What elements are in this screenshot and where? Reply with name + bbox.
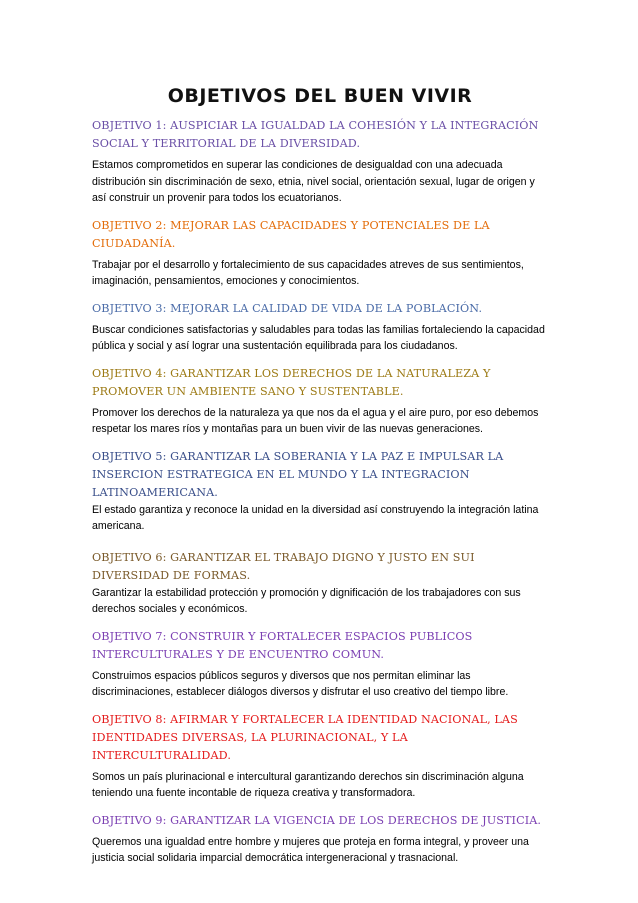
objective-text: Buscar condiciones satisfactorias y saludables para todas las familias fortaleciendo la capacidad pública y social y así lograr una sustentación equilibrada para los ciudadanos. bbox=[92, 323, 545, 352]
objective-heading: OBJETIVO 5: GARANTIZAR LA SOBERANIA Y LA PAZ E IMPULSAR LA INSERCION ESTRATEGICA EN EL MUNDO Y LA INTEGRACION LATINOAMERICANA. bbox=[92, 449, 504, 499]
objective-heading: OBJETIVO 4: GARANTIZAR LOS DERECHOS DE LA NATURALEZA Y PROMOVER UN AMBIENTE SANO Y SUSTENTABLE. bbox=[92, 366, 491, 398]
objective-text: Queremos una igualdad entre hombre y mujeres que proteja en forma integral, y proveer una justicia social solidaria imparcial democrática intergeneracional y trasnacional. bbox=[92, 835, 529, 864]
objective-text: Somos un país plurinacional e intercultural garantizando derechos sin discriminación alguna teniendo una fuente incontable de riqueza creativa y transformadora. bbox=[92, 770, 524, 799]
objective-heading: OBJETIVO 6: GARANTIZAR EL TRABAJO DIGNO Y JUSTO EN SUI DIVERSIDAD DE FORMAS. bbox=[92, 550, 475, 582]
objective-text: Trabajar por el desarrollo y fortalecimiento de sus capacidades atreves de sus sentimientos, imaginación, pensamientos, emociones y conocimientos. bbox=[92, 258, 524, 287]
objective-heading: OBJETIVO 9: GARANTIZAR LA VIGENCIA DE LOS DERECHOS DE JUSTICIA. bbox=[92, 813, 542, 827]
objective-5 bbox=[92, 448, 548, 535]
objective-2 bbox=[92, 217, 548, 290]
objective-text: Estamos comprometidos en superar las condiciones de desigualdad con una adecuada distribución sin discriminación de sexo, etnia, nivel social, orientación sexual, lugar de origen y así construir un provenir para todos los ecuatorianos. bbox=[92, 159, 535, 204]
objective-text: Garantizar la estabilidad protección y promoción y dignificación de los trabajadores con sus derechos sociales y económicos. bbox=[92, 586, 521, 615]
objective-heading: OBJETIVO 1: AUSPICIAR LA IGUALDAD LA COHESIÓN Y LA INTEGRACIÓN SOCIAL Y TERRITORIAL DE LA DIVERSIDAD. bbox=[92, 119, 539, 150]
objective-heading: OBJETIVO 8: AFIRMAR Y FORTALECER LA IDENTIDAD NACIONAL, LAS IDENTIDADES DIVERSAS, LA PLURINACIONAL, Y LA INTERCULTURALIDAD. bbox=[92, 712, 518, 762]
objective-1 bbox=[92, 117, 548, 207]
objective-heading: OBJETIVO 7: CONSTRUIR Y FORTALECER ESPACIOS PUBLICOS INTERCULTURALES Y DE ENCUENTRO COMUN. bbox=[92, 629, 473, 661]
objective-heading: OBJETIVO 2: MEJORAR LAS CAPACIDADES Y POTENCIALES DE LA CIUDADANÍA. bbox=[92, 218, 490, 250]
objective-text: El estado garantiza y reconoce la unidad en la diversidad así construyendo la integración latina americana. bbox=[92, 503, 539, 532]
objective-7 bbox=[92, 628, 548, 701]
objective-text: Promover los derechos de la naturaleza ya que nos da el agua y el aire puro, por eso debemos respetar los mares ríos y montañas para un buen vivir de las nuevas generaciones. bbox=[92, 406, 539, 435]
objective-8 bbox=[92, 711, 548, 802]
objective-4 bbox=[92, 365, 548, 438]
objective-text: Construimos espacios públicos seguros y diversos que nos permitan eliminar las discriminaciones, establecer diálogos diversos y disfrutar el uso creativo del tiempo libre. bbox=[92, 669, 509, 698]
page-title: OBJETIVOS DEL BUEN VIVIR bbox=[167, 85, 473, 107]
objective-3 bbox=[92, 300, 548, 355]
objective-6 bbox=[92, 549, 548, 618]
objective-9 bbox=[92, 812, 548, 867]
objective-heading: OBJETIVO 3: MEJORAR LA CALIDAD DE VIDA DE LA POBLACIÓN. bbox=[92, 301, 483, 315]
